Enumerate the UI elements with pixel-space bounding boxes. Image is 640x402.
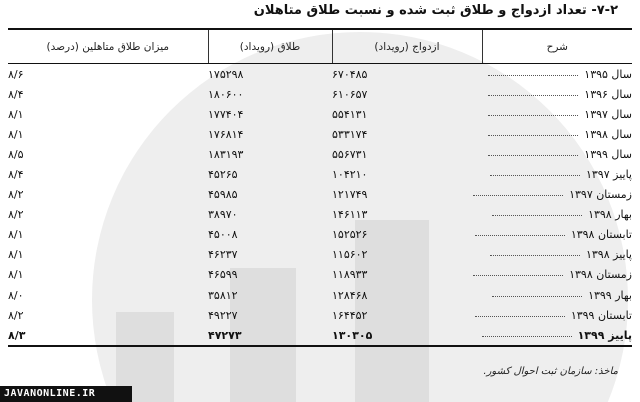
ratio-cell: ۸/۴ [8,168,24,182]
row-label-cell [482,265,632,285]
dot-leader [492,295,582,297]
table-row [8,205,632,225]
divorce-cell: ۴۷۲۷۳ [208,325,332,346]
row-label: زمستان ۱۳۹۷ [569,188,632,202]
divorce-cell: ۳۸۹۷۰ [208,208,238,222]
header-marriage: ازدواج (رویداد) [332,30,482,64]
row-label: بهار ۱۳۹۸ [588,208,632,222]
divorce-cell: ۱۷۷۴۰۴ [208,107,244,121]
table-row [8,144,632,164]
row-label: پاییز ۱۳۹۷ [585,168,632,182]
table-body [8,64,632,347]
dot-leader [490,174,580,176]
dot-leader [473,194,563,196]
divorce-cell: ۴۵۹۸۵ [208,188,238,202]
table-row [8,225,632,245]
ratio-cell: ۸/۲ [8,208,24,222]
row-label: تابستان ۱۳۹۸ [570,228,632,242]
marriage-cell: ۱۶۴۴۵۲ [332,308,368,322]
row-label-cell [482,205,632,225]
brand-watermark: JAVANONLINE.IR [0,386,132,402]
dot-leader [473,274,563,276]
ratio-cell: ۸/۶ [8,67,24,81]
table-row [8,164,632,184]
row-label: بهار ۱۳۹۹ [588,288,632,302]
row-label-cell [482,84,632,104]
marriage-cell: ۶۱۰۶۵۷ [332,87,368,101]
table-row [8,124,632,144]
row-label: سال ۱۳۹۸ [584,127,632,141]
dot-leader [475,315,565,317]
ratio-cell: ۸/۱ [8,248,24,262]
marriage-cell: ۱۴۶۱۱۳ [332,208,368,222]
table-header-row [8,30,632,64]
divorce-cell: ۴۶۲۳۷ [208,248,238,262]
marriage-cell: ۱۵۲۵۲۶ [332,228,368,242]
table-row [8,305,632,325]
row-label-cell [482,325,632,346]
ratio-cell: ۸/۱ [8,268,24,282]
dot-leader [488,134,578,136]
row-label-cell [482,64,632,85]
row-label: تابستان ۱۳۹۹ [570,308,632,322]
marriage-cell: ۱۲۸۴۶۸ [332,288,368,302]
row-label-cell [482,104,632,124]
ratio-cell: ۸/۲ [8,308,24,322]
dot-leader [482,335,572,337]
divorce-cell: ۱۸۰۶۰۰ [208,87,244,101]
row-label: پاییز ۱۳۹۸ [585,248,632,262]
table-row [8,185,632,205]
divorce-cell: ۴۵۰۰۸ [208,228,238,242]
table-row [8,84,632,104]
divorce-cell: ۱۷۶۸۱۴ [208,127,244,141]
ratio-cell: ۸/۱ [8,127,24,141]
row-label-cell [482,144,632,164]
dot-leader [475,234,565,236]
ratio-cell: ۸/۱ [8,228,24,242]
marriage-cell: ۱۰۴۲۱۰ [332,168,368,182]
row-label: سال ۱۳۹۹ [584,147,632,161]
row-label-cell [482,305,632,325]
divorce-cell: ۴۹۲۲۷ [208,308,238,322]
header-label: شرح [482,30,632,64]
header-ratio: میزان طلاق متاهلین (درصد) [8,30,208,64]
table-row [8,245,632,265]
row-label-cell [482,225,632,245]
divorce-cell: ۴۶۵۹۹ [208,268,238,282]
row-label-cell [482,185,632,205]
table-row [8,104,632,124]
row-label-cell [482,245,632,265]
marriage-cell: ۶۷۰۴۸۵ [332,67,368,81]
row-label: سال ۱۳۹۷ [584,107,632,121]
dot-leader [488,154,578,156]
page-title: ۷-۲- تعداد ازدواج و طلاق ثبت شده و نسبت طلاق متاهلان [253,3,618,18]
marriage-cell: ۵۳۳۱۷۴ [332,127,368,141]
marriage-cell: ۵۵۶۷۳۱ [332,147,368,161]
dot-leader [488,74,578,76]
table-row [8,64,632,85]
data-table [8,30,632,347]
row-label-cell [482,285,632,305]
dot-leader [488,94,578,96]
divorce-cell: ۱۷۵۲۹۸ [208,67,244,81]
dot-leader [492,214,582,216]
dot-leader [488,114,578,116]
row-label: پاییز ۱۳۹۹ [577,328,632,342]
ratio-cell: ۸/۱ [8,107,24,121]
row-label: سال ۱۳۹۶ [584,87,632,101]
ratio-cell: ۸/۲ [8,188,24,202]
table-row [8,325,632,346]
marriage-cell: ۵۵۴۱۳۱ [332,107,368,121]
row-label-cell [482,164,632,184]
source-note: ماخذ: سازمان ثبت احوال کشور. [483,366,618,377]
divorce-cell: ۴۵۲۶۵ [208,168,238,182]
ratio-cell: ۸/۵ [8,147,24,161]
row-label: سال ۱۳۹۵ [584,67,632,81]
divorce-cell: ۳۵۸۱۲ [208,288,238,302]
header-divorce: طلاق (رویداد) [208,30,332,64]
ratio-cell: ۸/۴ [8,87,24,101]
dot-leader [490,254,580,256]
ratio-cell: ۸/۰ [8,288,24,302]
divorce-cell: ۱۸۳۱۹۳ [208,147,244,161]
row-label: زمستان ۱۳۹۸ [569,268,632,282]
marriage-cell: ۱۱۸۹۳۳ [332,268,368,282]
marriage-cell: ۱۳۰۳۰۵ [332,325,482,346]
table-row [8,285,632,305]
marriage-cell: ۱۲۱۷۴۹ [332,188,368,202]
marriage-cell: ۱۱۵۶۰۲ [332,248,368,262]
row-label-cell [482,124,632,144]
table-row [8,265,632,285]
ratio-cell: ۸/۳ [8,325,208,346]
